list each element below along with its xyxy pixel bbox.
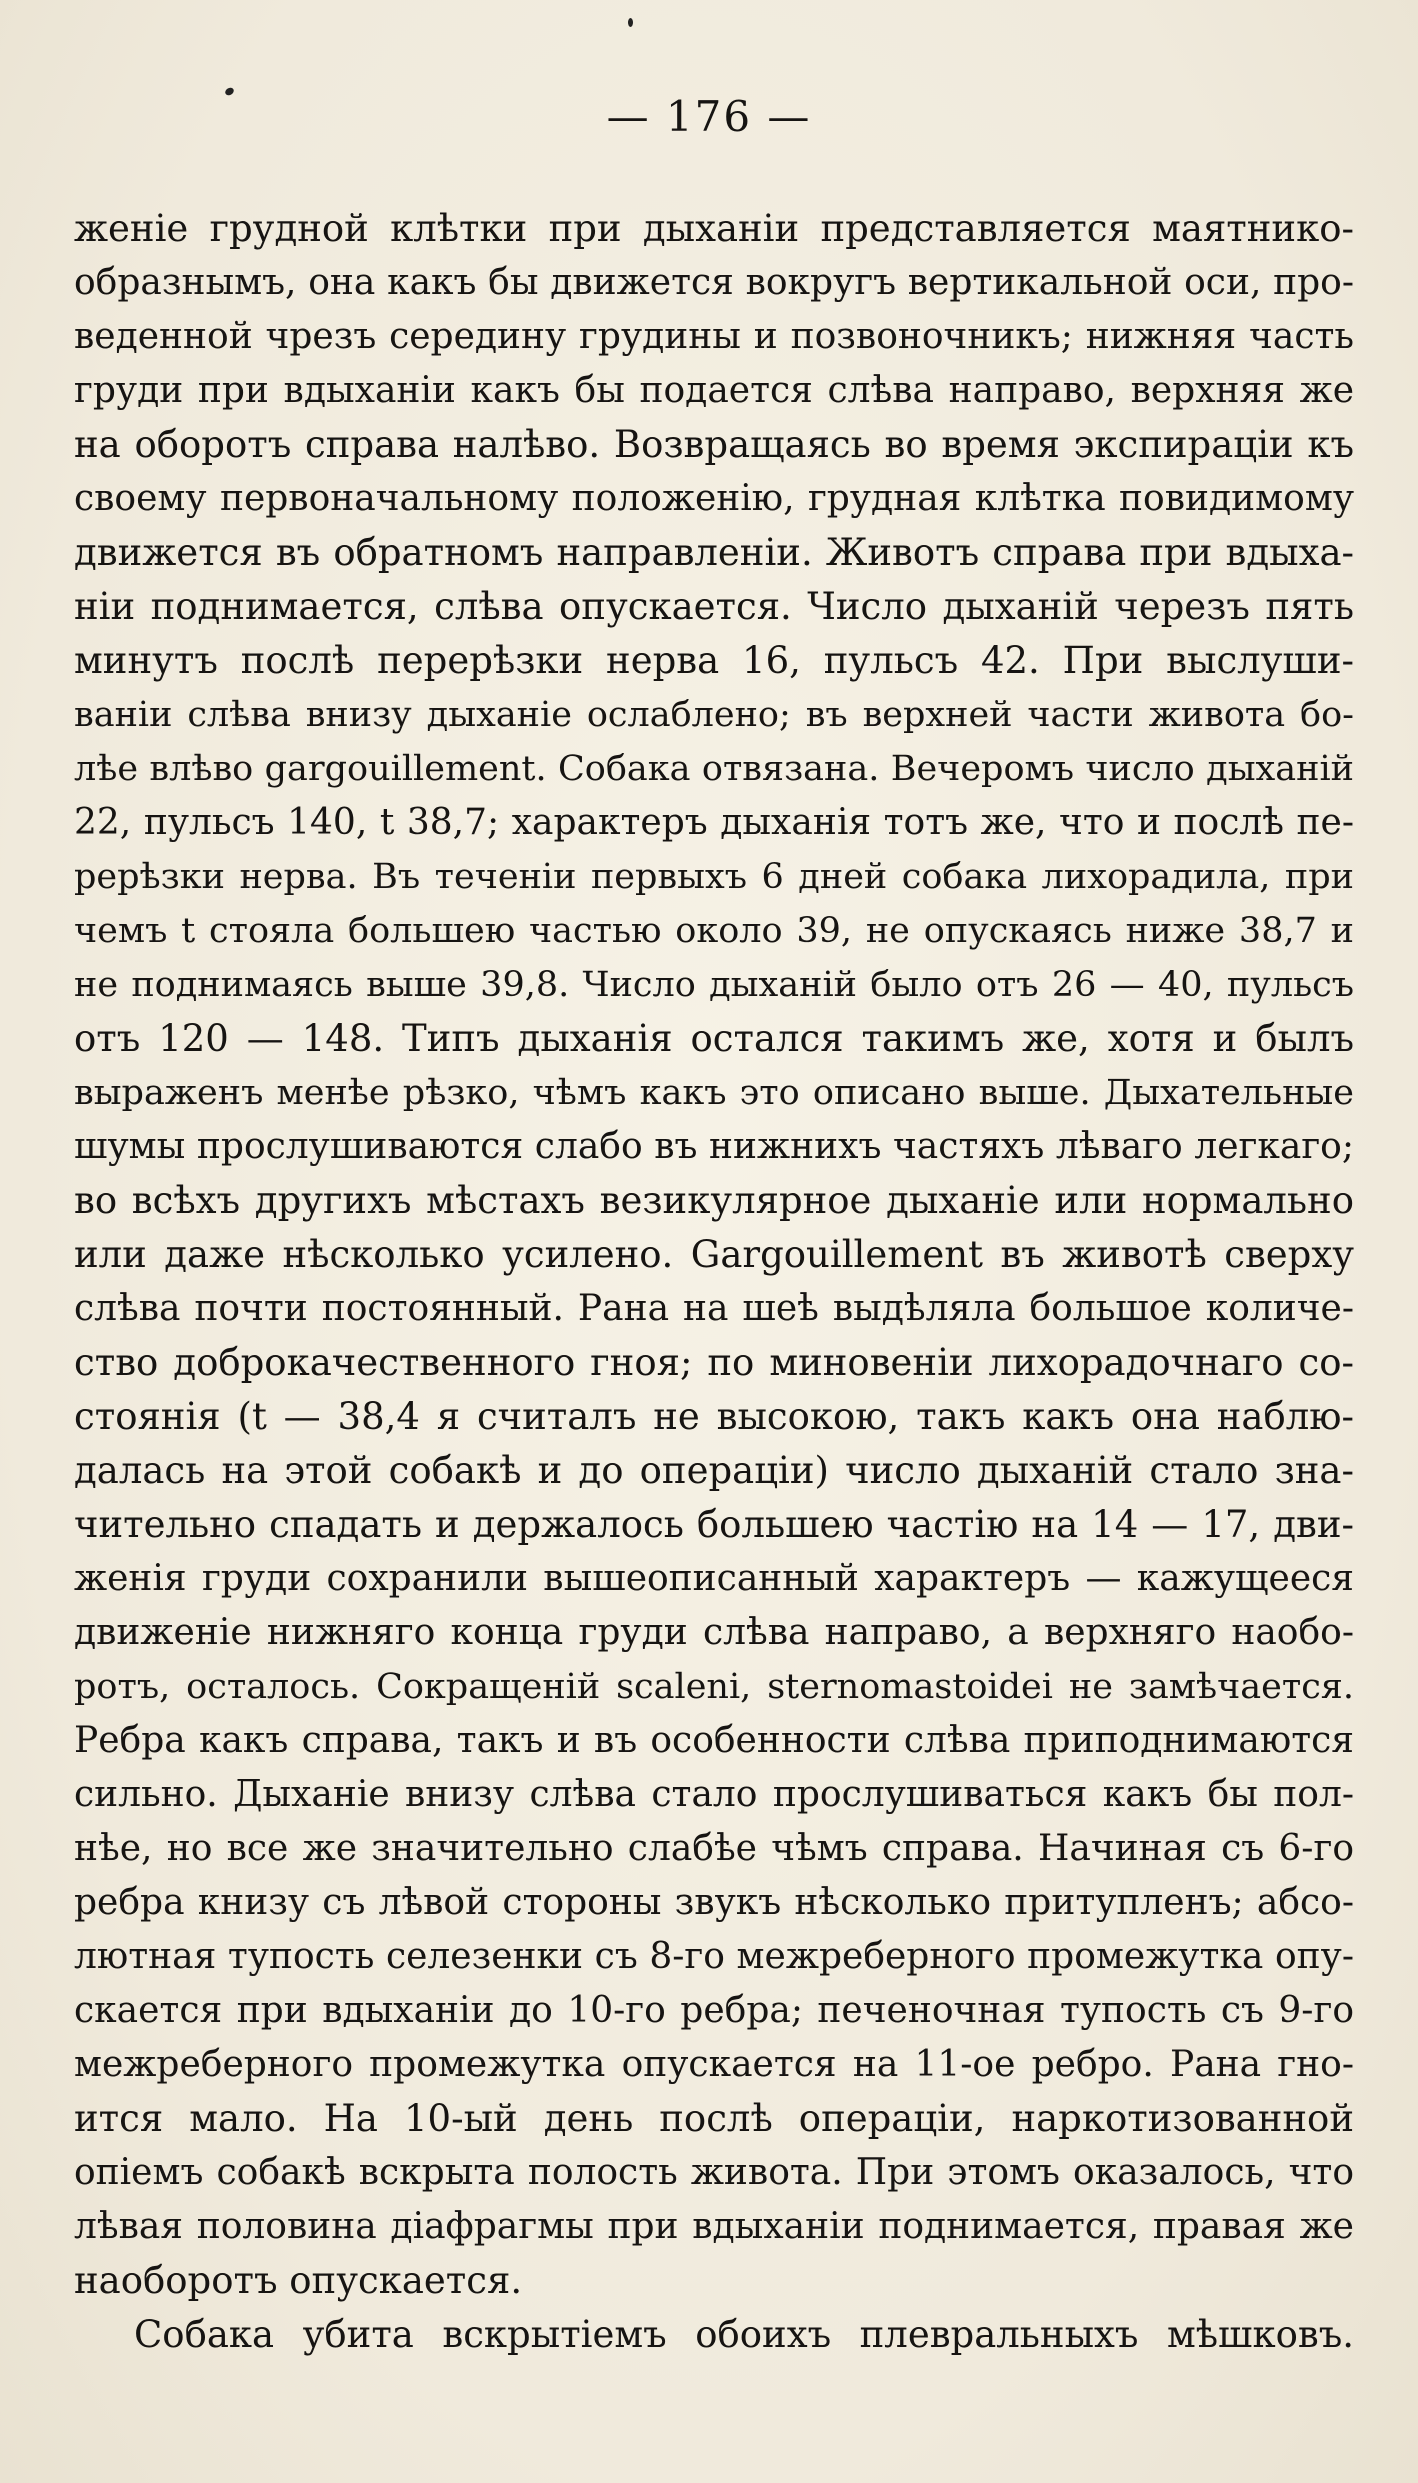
text-line: опіемъ собакѣ вскрыта полость живота. При этомъ оказалось, что <box>74 2152 1354 2193</box>
text-line: лютная тупость селезенки съ 8-го межреберного промежутка опу- <box>74 1936 1354 1977</box>
text-line: чемъ t стояла большею частью около 39, не опускаясь ниже 38,7 и <box>74 911 1354 951</box>
text-line: стоянія (t — 38,4 я считалъ не высокою, такъ какъ она наблю- <box>74 1395 1354 1438</box>
text-line: сильно. Дыханіе внизу слѣва стало прослушиваться какъ бы пол- <box>74 1774 1354 1815</box>
text-line: межреберного промежутка опускается на 11-ое ребро. Рана гно- <box>74 2044 1354 2085</box>
text-line: образнымъ, она какъ бы движется вокругъ вертикальной оси, про- <box>74 262 1354 303</box>
text-line: ится мало. На 10-ый день послѣ операціи, наркотизованной <box>74 2097 1354 2140</box>
text-line: нѣе, но все же значительно слабѣе чѣмъ справа. Начиная съ 6-го <box>74 1828 1354 1869</box>
text-line: шумы прослушиваются слабо въ нижнихъ частяхъ лѣваго легкаго; <box>74 1126 1354 1167</box>
text-line: своему первоначальному положенію, грудная клѣтка повидимому <box>74 478 1354 519</box>
text-line: ротъ, осталось. Сокращеній scaleni, sternomastoidei не замѣчается. <box>74 1667 1354 1707</box>
text-line: рерѣзки нерва. Въ теченіи первыхъ 6 дней собака лихорадила, при <box>74 857 1354 897</box>
paragraph-end-line: наоборотъ опускается. <box>74 2259 523 2302</box>
text-line: Ребра какъ справа, такъ и въ особенности слѣва приподнимаются <box>74 1720 1354 1761</box>
body-text <box>74 202 1354 2362</box>
text-line: веденной чрезъ середину грудины и позвоночникъ; нижняя часть <box>74 316 1354 357</box>
text-line: минутъ послѣ перерѣзки нерва 16, пульсъ 42. При выслуши- <box>74 639 1354 682</box>
text-line: отъ 120 — 148. Типъ дыханія остался такимъ же, хотя и былъ <box>74 1017 1354 1060</box>
text-line: груди при вдыханіи какъ бы подается слѣва направо, верхняя же <box>74 370 1354 411</box>
page-number: — 176 — <box>606 92 812 141</box>
text-line: выраженъ менѣе рѣзко, чѣмъ какъ это описано выше. Дыхательные <box>74 1073 1354 1113</box>
text-line: или даже нѣсколько усилено. Gargouillement въ животѣ сверху <box>74 1233 1354 1276</box>
paragraph-line: Собака убита вскрытіемъ обоихъ плевральныхъ мѣшковъ. <box>134 2313 1354 2356</box>
text-line: скается при вдыханіи до 10-го ребра; печеночная тупость съ 9-го <box>74 1990 1354 2031</box>
text-line: движеніе нижняго конца груди слѣва направо, а верхняго наобо- <box>74 1612 1354 1653</box>
text-line: ство доброкачественного гноя; по миновеніи лихорадочнаго со- <box>74 1341 1354 1384</box>
text-line: лѣе влѣво gargouillement. Собака отвязана. Вечеромъ число дыханій <box>74 749 1354 789</box>
text-line: слѣва почти постоянный. Рана на шеѣ выдѣляла большое количе- <box>74 1288 1354 1329</box>
text-line: на оборотъ справа налѣво. Возвращаясь во время экспираціи къ <box>74 423 1354 466</box>
text-line: лѣвая половина діафрагмы при вдыханіи поднимается, правая же <box>74 2206 1354 2247</box>
text-line: чительно спадать и держалось большею частію на 14 — 17, дви- <box>74 1503 1354 1546</box>
text-line: не поднимаясь выше 39,8. Число дыханій было отъ 26 — 40, пульсъ <box>74 965 1354 1005</box>
text-line: 22, пульсъ 140, t 38,7; характеръ дыханія тотъ же, что и послѣ пе- <box>74 802 1354 843</box>
text-line: женіе грудной клѣтки при дыханіи представляется маятнико- <box>74 207 1354 250</box>
text-line: во всѣхъ другихъ мѣстахъ везикулярное дыханіе или нормально <box>74 1179 1354 1222</box>
text-line: женія груди сохранили вышеописанный характеръ — кажущееся <box>74 1558 1354 1599</box>
text-line: ваніи слѣва внизу дыханіе ослаблено; въ верхней части живота бо- <box>74 695 1354 735</box>
text-line: ніи поднимается, слѣва опускается. Число дыханій черезъ пять <box>74 585 1354 628</box>
ink-speck <box>628 18 633 27</box>
text-line: далась на этой собакѣ и до операціи) число дыханій стало зна- <box>74 1449 1354 1492</box>
text-line: движется въ обратномъ направленіи. Животъ справа при вдыха- <box>74 531 1354 574</box>
text-line: ребра книзу съ лѣвой стороны звукъ нѣсколько притупленъ; абсо- <box>74 1882 1354 1923</box>
